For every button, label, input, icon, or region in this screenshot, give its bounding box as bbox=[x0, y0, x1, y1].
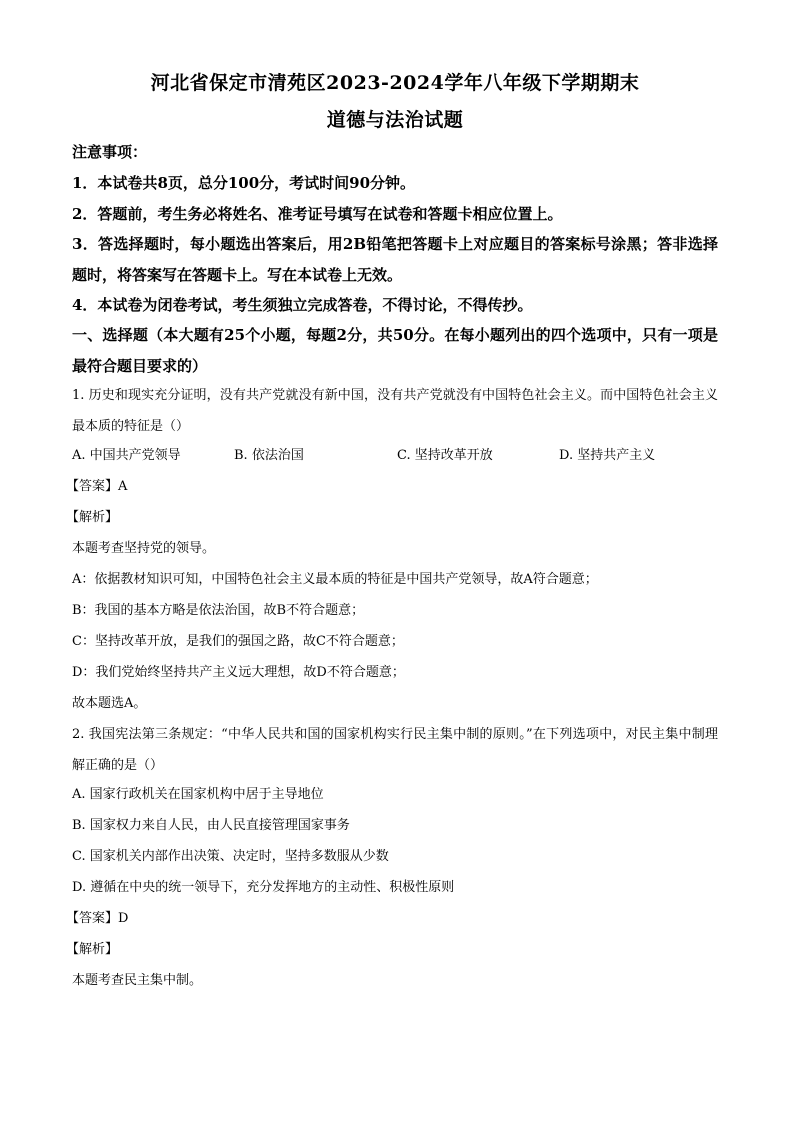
question-1-analysis-line: D：我们党始终坚持共产主义远大理想，故D不符合题意； bbox=[72, 665, 405, 680]
question-2-option-b: B. 国家权力来自人民，由人民直接管理国家事务 bbox=[72, 818, 350, 833]
question-1-options bbox=[72, 446, 718, 466]
question-1-stem: 1. 历史和现实充分证明，没有共产党就没有新中国，没有共产党就没有中国特色社会主义。而中国特色社会主义最本质的特征是（） bbox=[72, 388, 718, 434]
question-2-option-d: D. 遵循在中央的统一领导下，充分发挥地方的主动性、积极性原则 bbox=[72, 880, 455, 895]
notice-section bbox=[72, 142, 718, 315]
question-1 bbox=[66, 380, 718, 714]
question-1-option-c: C. 坚持改革开放 bbox=[397, 448, 493, 463]
question-1-analysis-label: 【解析】 bbox=[66, 510, 119, 525]
question-1-analysis-line: A：依据教材知识可知，中国特色社会主义最本质的特征是中国共产党领导，故A符合题意； bbox=[72, 572, 598, 587]
question-1-option-a: A. 中国共产党领导 bbox=[72, 448, 181, 463]
question-1-answer: 【答案】A bbox=[66, 479, 128, 494]
question-2-answer: 【答案】D bbox=[66, 911, 129, 926]
question-1-analysis-line: 本题考查坚持党的领导。 bbox=[72, 541, 216, 556]
question-2 bbox=[66, 719, 718, 991]
page-subtitle: 道德与法治试题 bbox=[326, 109, 464, 131]
question-1-analysis-line: 故本题选A。 bbox=[72, 696, 147, 711]
question-2-option-a: A. 国家行政机关在国家机构中居于主导地位 bbox=[72, 787, 324, 802]
notice-item-1: 1．本试卷共8页，总分100分，考试时间90分钟。 bbox=[72, 174, 416, 192]
notice-heading: 注意事项： bbox=[72, 143, 148, 161]
section-heading: 一、选择题（本大题有25个小题，每题2分，共50分。在每小题列出的四个选项中，只有一项是最符合题目要求的） bbox=[72, 326, 718, 375]
question-1-option-b: B. 依法治国 bbox=[234, 448, 304, 463]
question-2-analysis-line: 本题考查民主集中制。 bbox=[72, 973, 203, 988]
question-1-option-d: D. 坚持共产主义 bbox=[559, 448, 656, 463]
question-2-analysis-label: 【解析】 bbox=[66, 942, 119, 957]
question-1-analysis-line: C：坚持改革开放，是我们的强国之路，故C不符合题意； bbox=[72, 634, 404, 649]
page-title: 河北省保定市清苑区2023-2024学年八年级下学期期末 bbox=[150, 72, 640, 94]
question-2-stem: 2. 我国宪法第三条规定：“中华人民共和国的国家机构实行民主集中制的原则。”在下列选项中，对民主集中制理解正确的是（） bbox=[72, 727, 718, 773]
notice-item-2: 2．答题前，考生务必将姓名、准考证号填写在试卷和答题卡相应位置上。 bbox=[72, 205, 563, 223]
notice-item-4: 4．本试卷为闭卷考试，考生须独立完成答卷，不得讨论，不得传抄。 bbox=[72, 296, 533, 314]
question-1-analysis-line: B：我国的基本方略是依法治国，故B不符合题意； bbox=[72, 603, 365, 618]
question-2-option-c: C. 国家机关内部作出决策、决定时，坚持多数服从少数 bbox=[72, 849, 389, 864]
notice-item-3: 3．答选择题时，每小题选出答案后，用2B铅笔把答题卡上对应题目的答案标号涂黑；答非选择题时，将答案写在答题卡上。写在本试卷上无效。 bbox=[72, 235, 718, 284]
